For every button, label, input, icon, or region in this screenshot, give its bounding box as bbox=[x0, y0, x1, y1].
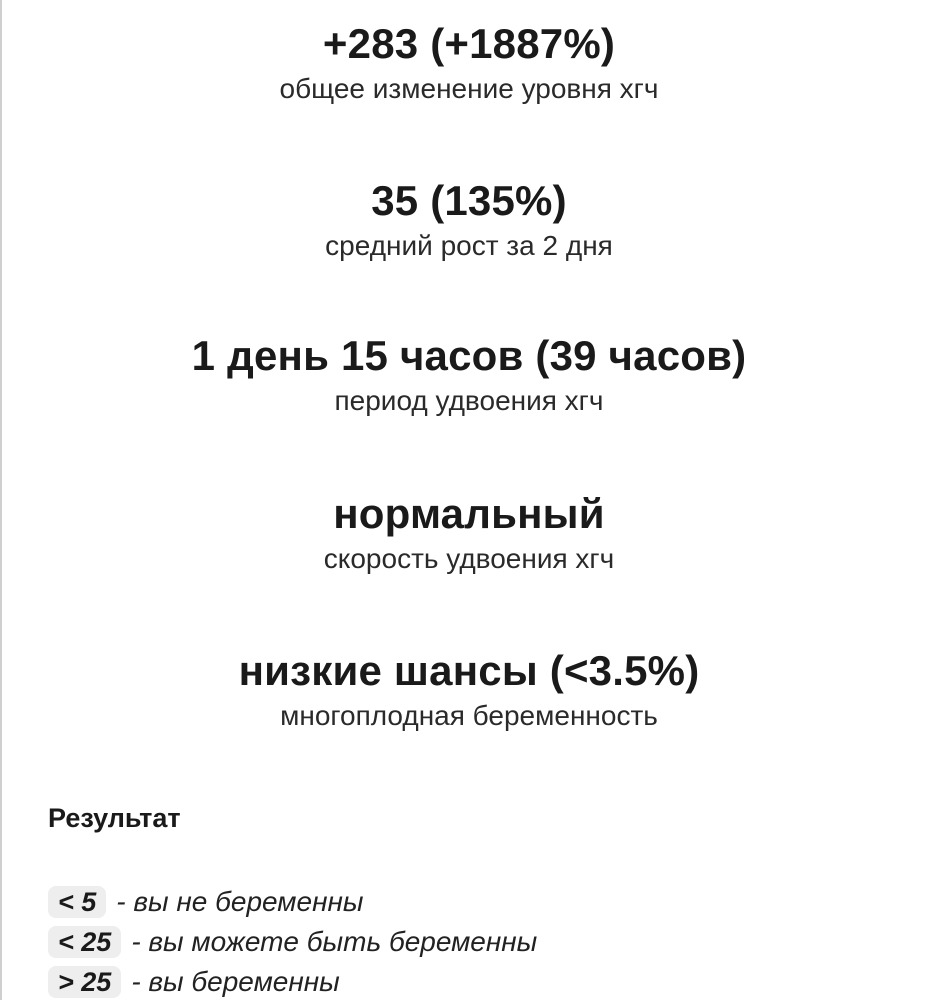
legend-row-pregnant bbox=[48, 962, 928, 1002]
stat-average-growth-label: средний рост за 2 дня bbox=[325, 230, 613, 261]
stat-average-growth-value: 35 (135%) bbox=[371, 177, 567, 224]
stat-multiple-pregnancy-value: низкие шансы (<3.5%) bbox=[238, 647, 700, 694]
stat-total-change bbox=[0, 18, 938, 106]
legend-text: - вы беременны bbox=[131, 966, 340, 997]
legend-row-maybe-pregnant bbox=[48, 922, 928, 962]
result-legend bbox=[48, 882, 928, 1002]
legend-text: - вы не беременны bbox=[116, 886, 364, 917]
stat-multiple-pregnancy-label: многоплодная беременность bbox=[280, 700, 658, 731]
stat-doubling-period-value: 1 день 15 часов (39 часов) bbox=[191, 332, 747, 379]
stat-average-growth bbox=[0, 175, 938, 263]
result-heading: Результат bbox=[48, 803, 181, 833]
legend-row-not-pregnant bbox=[48, 882, 928, 922]
legend-text: - вы можете быть беременны bbox=[131, 926, 538, 957]
stat-total-change-label: общее изменение уровня хгч bbox=[279, 73, 659, 104]
stat-doubling-period-label: период удвоения хгч bbox=[334, 385, 604, 416]
stat-multiple-pregnancy bbox=[0, 645, 938, 733]
stat-doubling-speed-label: скорость удвоения хгч bbox=[323, 543, 615, 574]
stat-doubling-period bbox=[0, 330, 938, 418]
stat-doubling-speed bbox=[0, 488, 938, 576]
stat-total-change-value: +283 (+1887%) bbox=[322, 20, 616, 67]
stat-doubling-speed-value: нормальный bbox=[333, 490, 605, 537]
legend-badge: < 5 bbox=[48, 886, 106, 918]
legend-badge: > 25 bbox=[48, 966, 121, 998]
legend-badge: < 25 bbox=[48, 926, 121, 958]
